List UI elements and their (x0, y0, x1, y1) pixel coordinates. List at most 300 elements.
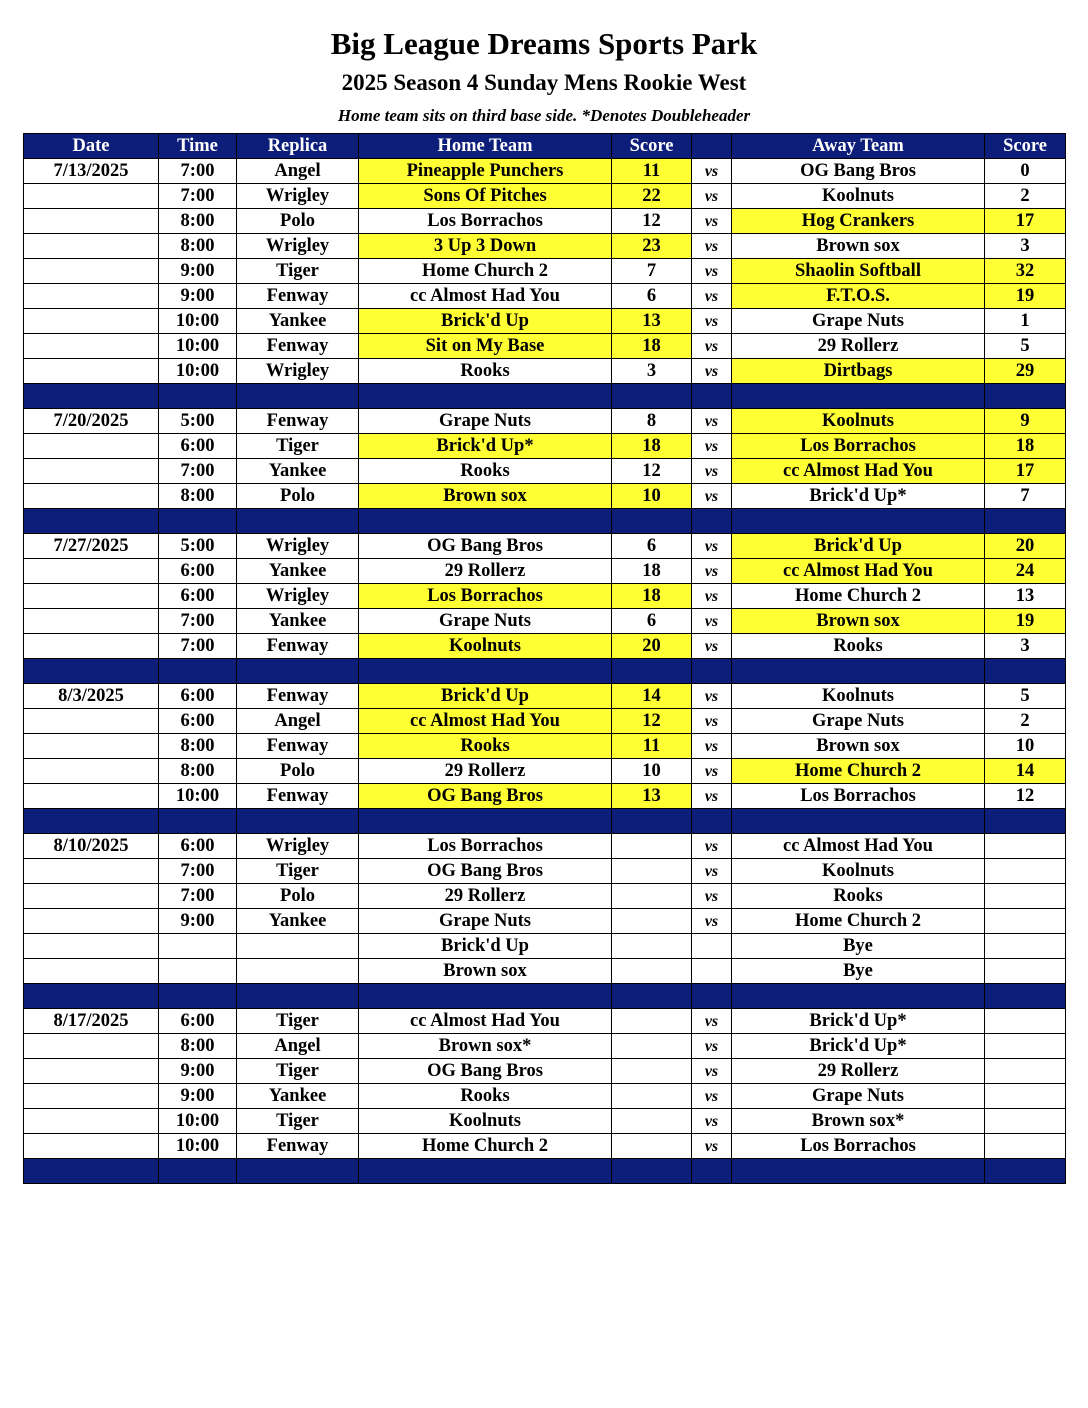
away-team-cell: Brown sox (732, 609, 985, 634)
home-score-cell: 13 (612, 784, 692, 809)
game-row (24, 334, 1066, 359)
away-score-cell: 3 (985, 234, 1066, 259)
time-cell: 10:00 (159, 334, 237, 359)
time-cell: 9:00 (159, 909, 237, 934)
game-row (24, 709, 1066, 734)
date-cell (24, 634, 159, 659)
game-row (24, 1109, 1066, 1134)
vs-cell: vs (692, 834, 732, 859)
vs-cell: vs (692, 184, 732, 209)
column-header-away-team: Away Team (732, 134, 985, 159)
date-cell: 8/10/2025 (24, 834, 159, 859)
game-row (24, 1084, 1066, 1109)
time-cell: 10:00 (159, 309, 237, 334)
game-row (24, 834, 1066, 859)
separator-cell (159, 809, 237, 834)
time-cell: 8:00 (159, 234, 237, 259)
away-team-cell: Shaolin Softball (732, 259, 985, 284)
away-team-cell: Brick'd Up (732, 534, 985, 559)
home-score-cell: 13 (612, 309, 692, 334)
home-team-cell: Rooks (359, 459, 612, 484)
away-team-cell: Grape Nuts (732, 709, 985, 734)
vs-cell: vs (692, 534, 732, 559)
away-team-cell: Rooks (732, 884, 985, 909)
game-row (24, 159, 1066, 184)
time-cell: 6:00 (159, 709, 237, 734)
vs-cell: vs (692, 559, 732, 584)
replica-cell: Polo (237, 209, 359, 234)
vs-cell: vs (692, 484, 732, 509)
date-cell (24, 909, 159, 934)
time-cell: 7:00 (159, 859, 237, 884)
separator-cell (24, 384, 159, 409)
column-header-time: Time (159, 134, 237, 159)
week-separator-row (24, 809, 1066, 834)
away-score-cell (985, 834, 1066, 859)
home-team-cell: cc Almost Had You (359, 709, 612, 734)
date-cell (24, 709, 159, 734)
replica-cell: Tiger (237, 1109, 359, 1134)
replica-cell: Yankee (237, 309, 359, 334)
date-cell: 7/20/2025 (24, 409, 159, 434)
time-cell: 10:00 (159, 784, 237, 809)
replica-cell (237, 959, 359, 984)
away-score-cell: 1 (985, 309, 1066, 334)
game-row (24, 309, 1066, 334)
game-row (24, 1059, 1066, 1084)
column-header-home-score: Score (612, 134, 692, 159)
away-team-cell: Bye (732, 934, 985, 959)
separator-cell (359, 1159, 612, 1184)
replica-cell (237, 934, 359, 959)
vs-cell: vs (692, 759, 732, 784)
home-team-cell: Sit on My Base (359, 334, 612, 359)
home-score-cell (612, 859, 692, 884)
week-separator-row (24, 509, 1066, 534)
replica-cell: Tiger (237, 1009, 359, 1034)
separator-cell (237, 509, 359, 534)
separator-cell (159, 984, 237, 1009)
replica-cell: Polo (237, 884, 359, 909)
date-cell (24, 959, 159, 984)
home-score-cell: 3 (612, 359, 692, 384)
home-score-cell (612, 934, 692, 959)
replica-cell: Fenway (237, 784, 359, 809)
vs-cell: vs (692, 709, 732, 734)
game-row (24, 484, 1066, 509)
vs-cell: vs (692, 1009, 732, 1034)
away-score-cell: 2 (985, 709, 1066, 734)
away-score-cell (985, 959, 1066, 984)
vs-cell: vs (692, 909, 732, 934)
separator-cell (692, 659, 732, 684)
schedule-table (23, 133, 1066, 1184)
game-row (24, 934, 1066, 959)
away-score-cell (985, 1084, 1066, 1109)
home-team-cell: 29 Rollerz (359, 559, 612, 584)
away-team-cell: Home Church 2 (732, 584, 985, 609)
home-team-cell: 29 Rollerz (359, 884, 612, 909)
date-cell (24, 859, 159, 884)
date-cell (24, 334, 159, 359)
home-score-cell: 18 (612, 584, 692, 609)
separator-cell (359, 809, 612, 834)
home-score-cell: 20 (612, 634, 692, 659)
game-row (24, 409, 1066, 434)
time-cell (159, 959, 237, 984)
column-header-vs (692, 134, 732, 159)
vs-cell: vs (692, 359, 732, 384)
home-team-cell: Los Borrachos (359, 584, 612, 609)
date-cell (24, 434, 159, 459)
date-cell (24, 884, 159, 909)
home-team-cell: Los Borrachos (359, 209, 612, 234)
game-row (24, 1134, 1066, 1159)
page-note: Home team sits on third base side. *Denotes Doubleheader (337, 106, 751, 125)
separator-cell (985, 659, 1066, 684)
away-score-cell: 12 (985, 784, 1066, 809)
game-row (24, 284, 1066, 309)
away-team-cell: Brick'd Up* (732, 1009, 985, 1034)
home-team-cell: Brown sox* (359, 1034, 612, 1059)
separator-cell (985, 1159, 1066, 1184)
vs-cell: vs (692, 784, 732, 809)
vs-cell: vs (692, 459, 732, 484)
vs-cell: vs (692, 159, 732, 184)
date-cell (24, 259, 159, 284)
time-cell: 8:00 (159, 209, 237, 234)
separator-cell (985, 384, 1066, 409)
time-cell: 6:00 (159, 684, 237, 709)
time-cell: 6:00 (159, 1009, 237, 1034)
replica-cell: Yankee (237, 559, 359, 584)
time-cell: 9:00 (159, 1084, 237, 1109)
time-cell: 8:00 (159, 759, 237, 784)
game-row (24, 859, 1066, 884)
vs-cell: vs (692, 609, 732, 634)
away-team-cell: F.T.O.S. (732, 284, 985, 309)
date-cell (24, 284, 159, 309)
home-score-cell: 10 (612, 484, 692, 509)
separator-cell (237, 984, 359, 1009)
separator-cell (612, 659, 692, 684)
replica-cell: Tiger (237, 259, 359, 284)
replica-cell: Wrigley (237, 184, 359, 209)
separator-cell (24, 809, 159, 834)
home-team-cell: OG Bang Bros (359, 784, 612, 809)
replica-cell: Wrigley (237, 359, 359, 384)
away-team-cell: Los Borrachos (732, 1134, 985, 1159)
away-score-cell (985, 909, 1066, 934)
away-score-cell: 5 (985, 334, 1066, 359)
vs-cell: vs (692, 734, 732, 759)
away-team-cell: Brown sox (732, 234, 985, 259)
home-team-cell: OG Bang Bros (359, 534, 612, 559)
vs-cell: vs (692, 584, 732, 609)
game-row (24, 784, 1066, 809)
away-score-cell (985, 859, 1066, 884)
away-team-cell: Hog Crankers (732, 209, 985, 234)
home-team-cell: Brick'd Up (359, 309, 612, 334)
separator-cell (692, 384, 732, 409)
home-score-cell (612, 1009, 692, 1034)
home-score-cell: 18 (612, 434, 692, 459)
replica-cell: Polo (237, 484, 359, 509)
home-team-cell: Rooks (359, 359, 612, 384)
column-header-home-team: Home Team (359, 134, 612, 159)
game-row (24, 884, 1066, 909)
time-cell: 8:00 (159, 484, 237, 509)
separator-cell (732, 384, 985, 409)
away-score-cell: 19 (985, 284, 1066, 309)
replica-cell: Fenway (237, 1134, 359, 1159)
home-score-cell: 7 (612, 259, 692, 284)
replica-cell: Fenway (237, 634, 359, 659)
away-score-cell: 32 (985, 259, 1066, 284)
time-cell: 6:00 (159, 559, 237, 584)
away-score-cell (985, 1109, 1066, 1134)
separator-cell (159, 384, 237, 409)
home-score-cell: 8 (612, 409, 692, 434)
replica-cell: Yankee (237, 909, 359, 934)
home-team-cell: Los Borrachos (359, 834, 612, 859)
separator-cell (692, 509, 732, 534)
replica-cell: Wrigley (237, 584, 359, 609)
game-row (24, 1034, 1066, 1059)
vs-cell: vs (692, 409, 732, 434)
separator-cell (24, 1159, 159, 1184)
away-team-cell: OG Bang Bros (732, 159, 985, 184)
home-score-cell (612, 1134, 692, 1159)
away-score-cell: 3 (985, 634, 1066, 659)
away-score-cell: 7 (985, 484, 1066, 509)
replica-cell: Fenway (237, 684, 359, 709)
vs-cell: vs (692, 259, 732, 284)
away-score-cell (985, 1134, 1066, 1159)
home-team-cell: Rooks (359, 1084, 612, 1109)
away-team-cell: Los Borrachos (732, 784, 985, 809)
away-team-cell: Grape Nuts (732, 309, 985, 334)
game-row (24, 584, 1066, 609)
game-row (24, 459, 1066, 484)
date-cell (24, 734, 159, 759)
away-score-cell (985, 1034, 1066, 1059)
away-score-cell (985, 884, 1066, 909)
replica-cell: Yankee (237, 459, 359, 484)
away-team-cell: Grape Nuts (732, 1084, 985, 1109)
replica-cell: Fenway (237, 334, 359, 359)
vs-cell: vs (692, 859, 732, 884)
vs-cell: vs (692, 884, 732, 909)
date-cell (24, 584, 159, 609)
time-cell: 7:00 (159, 184, 237, 209)
home-team-cell: 3 Up 3 Down (359, 234, 612, 259)
column-header-replica: Replica (237, 134, 359, 159)
home-score-cell: 22 (612, 184, 692, 209)
vs-cell: vs (692, 209, 732, 234)
date-cell (24, 1134, 159, 1159)
date-cell (24, 1084, 159, 1109)
date-cell (24, 934, 159, 959)
home-team-cell: Sons Of Pitches (359, 184, 612, 209)
home-score-cell (612, 1109, 692, 1134)
replica-cell: Wrigley (237, 534, 359, 559)
separator-cell (359, 984, 612, 1009)
game-row (24, 959, 1066, 984)
away-score-cell: 24 (985, 559, 1066, 584)
home-team-cell: Home Church 2 (359, 1134, 612, 1159)
home-score-cell: 12 (612, 709, 692, 734)
home-score-cell: 14 (612, 684, 692, 709)
home-score-cell (612, 1084, 692, 1109)
vs-cell: vs (692, 1134, 732, 1159)
separator-cell (159, 509, 237, 534)
time-cell: 10:00 (159, 1134, 237, 1159)
away-score-cell: 13 (985, 584, 1066, 609)
time-cell: 6:00 (159, 434, 237, 459)
away-team-cell: Dirtbags (732, 359, 985, 384)
separator-cell (159, 659, 237, 684)
time-cell: 7:00 (159, 884, 237, 909)
away-team-cell: cc Almost Had You (732, 834, 985, 859)
date-cell (24, 1059, 159, 1084)
home-score-cell: 11 (612, 159, 692, 184)
replica-cell: Tiger (237, 434, 359, 459)
vs-cell (692, 934, 732, 959)
separator-cell (732, 984, 985, 1009)
game-row (24, 209, 1066, 234)
away-score-cell (985, 1059, 1066, 1084)
away-team-cell: Koolnuts (732, 684, 985, 709)
replica-cell: Wrigley (237, 834, 359, 859)
home-team-cell: cc Almost Had You (359, 284, 612, 309)
time-cell: 9:00 (159, 284, 237, 309)
separator-cell (612, 384, 692, 409)
away-score-cell: 10 (985, 734, 1066, 759)
home-score-cell: 23 (612, 234, 692, 259)
date-cell (24, 609, 159, 634)
away-score-cell: 2 (985, 184, 1066, 209)
home-score-cell: 6 (612, 534, 692, 559)
game-row (24, 759, 1066, 784)
time-cell: 6:00 (159, 834, 237, 859)
away-team-cell: Los Borrachos (732, 434, 985, 459)
separator-cell (692, 1159, 732, 1184)
vs-cell: vs (692, 1109, 732, 1134)
time-cell: 10:00 (159, 359, 237, 384)
time-cell: 8:00 (159, 734, 237, 759)
separator-cell (237, 659, 359, 684)
date-cell: 7/27/2025 (24, 534, 159, 559)
game-row (24, 559, 1066, 584)
date-cell (24, 759, 159, 784)
date-cell (24, 484, 159, 509)
home-score-cell: 6 (612, 609, 692, 634)
away-score-cell: 14 (985, 759, 1066, 784)
away-score-cell (985, 934, 1066, 959)
home-team-cell: cc Almost Had You (359, 1009, 612, 1034)
date-cell (24, 784, 159, 809)
game-row (24, 609, 1066, 634)
separator-cell (612, 984, 692, 1009)
column-header-away-score: Score (985, 134, 1066, 159)
time-cell: 8:00 (159, 1034, 237, 1059)
vs-cell: vs (692, 284, 732, 309)
vs-cell: vs (692, 1084, 732, 1109)
vs-cell: vs (692, 334, 732, 359)
home-team-cell: Grape Nuts (359, 409, 612, 434)
away-score-cell: 18 (985, 434, 1066, 459)
game-row (24, 359, 1066, 384)
date-cell (24, 559, 159, 584)
away-score-cell: 17 (985, 459, 1066, 484)
game-row (24, 734, 1066, 759)
away-score-cell: 9 (985, 409, 1066, 434)
home-score-cell (612, 959, 692, 984)
date-cell (24, 209, 159, 234)
away-team-cell: cc Almost Had You (732, 559, 985, 584)
date-cell (24, 1109, 159, 1134)
date-cell: 7/13/2025 (24, 159, 159, 184)
vs-cell: vs (692, 634, 732, 659)
separator-cell (732, 809, 985, 834)
separator-cell (24, 509, 159, 534)
game-row (24, 434, 1066, 459)
vs-cell: vs (692, 684, 732, 709)
separator-cell (237, 809, 359, 834)
replica-cell: Yankee (237, 1084, 359, 1109)
home-team-cell: 29 Rollerz (359, 759, 612, 784)
time-cell: 7:00 (159, 459, 237, 484)
home-team-cell: Rooks (359, 734, 612, 759)
away-team-cell: Bye (732, 959, 985, 984)
home-score-cell (612, 1059, 692, 1084)
home-score-cell: 6 (612, 284, 692, 309)
separator-cell (985, 509, 1066, 534)
week-separator-row (24, 659, 1066, 684)
date-cell (24, 359, 159, 384)
time-cell: 9:00 (159, 259, 237, 284)
date-cell (24, 309, 159, 334)
week-separator-row (24, 384, 1066, 409)
home-team-cell: Brown sox (359, 959, 612, 984)
home-team-cell: Brick'd Up (359, 934, 612, 959)
separator-cell (24, 984, 159, 1009)
home-team-cell: OG Bang Bros (359, 859, 612, 884)
replica-cell: Fenway (237, 284, 359, 309)
date-cell (24, 184, 159, 209)
separator-cell (985, 984, 1066, 1009)
away-score-cell: 0 (985, 159, 1066, 184)
home-score-cell: 18 (612, 334, 692, 359)
vs-cell (692, 959, 732, 984)
separator-cell (159, 1159, 237, 1184)
separator-cell (612, 809, 692, 834)
separator-cell (359, 384, 612, 409)
game-row (24, 684, 1066, 709)
away-team-cell: 29 Rollerz (732, 1059, 985, 1084)
away-team-cell: Koolnuts (732, 409, 985, 434)
away-team-cell: cc Almost Had You (732, 459, 985, 484)
date-cell (24, 234, 159, 259)
game-row (24, 534, 1066, 559)
table-header-row (24, 134, 1066, 159)
away-team-cell: Brown sox (732, 734, 985, 759)
home-team-cell: Koolnuts (359, 1109, 612, 1134)
vs-cell: vs (692, 1059, 732, 1084)
date-cell (24, 1034, 159, 1059)
time-cell: 6:00 (159, 584, 237, 609)
